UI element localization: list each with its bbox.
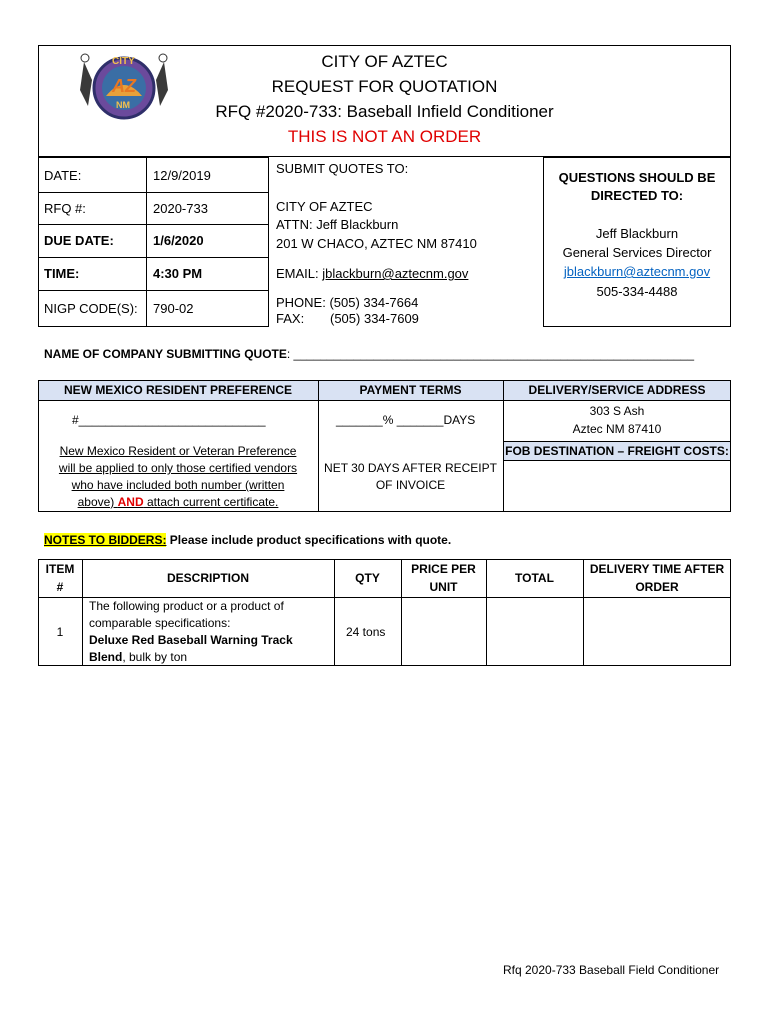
row-desc-3: Deluxe Red Baseball Warning Track xyxy=(89,633,293,647)
fob-label: FOB DESTINATION – FREIGHT COSTS: xyxy=(505,444,729,458)
submit-fax-label: FAX: xyxy=(276,311,305,326)
row-delivery-cell[interactable] xyxy=(584,598,730,665)
col-item-head-1: ITEM xyxy=(45,562,75,576)
pref-line3: who have included both number (written xyxy=(71,478,285,492)
payment-days-blank[interactable]: _______% _______DAYS xyxy=(336,413,476,427)
time-label: TIME: xyxy=(44,266,80,281)
company-label: NAME OF COMPANY SUBMITTING QUOTE xyxy=(44,347,287,361)
row-desc-2: comparable specifications: xyxy=(89,616,231,630)
logo-mid-text: AZ xyxy=(112,76,136,96)
net-terms-2: OF INVOICE xyxy=(375,478,446,492)
rfq-value: 2020-733 xyxy=(153,201,208,216)
due-date-label: DUE DATE: xyxy=(44,233,114,248)
date-label: DATE: xyxy=(44,168,82,183)
resident-number-blank[interactable]: #____________________________ xyxy=(72,413,266,427)
delivery-addr2: Aztec NM 87410 xyxy=(572,422,662,436)
submit-email-label: EMAIL: xyxy=(276,266,323,281)
header-title: REQUEST FOR QUOTATION xyxy=(271,77,498,96)
row-price-cell[interactable] xyxy=(402,598,485,665)
nigp-value: 790-02 xyxy=(153,301,194,316)
terms-col2-head: PAYMENT TERMS xyxy=(359,383,462,397)
pref-line4-b: attach current certificate. xyxy=(143,495,279,509)
questions-title: General Services Director xyxy=(562,245,712,260)
terms-col3-head: DELIVERY/SERVICE ADDRESS xyxy=(528,383,706,397)
col-delivery-head-1: DELIVERY TIME AFTER xyxy=(589,562,725,576)
questions-name: Jeff Blackburn xyxy=(595,226,679,241)
row-total-cell[interactable] xyxy=(487,598,582,665)
col-price-head-2: UNIT xyxy=(429,580,458,594)
delivery-addr1: 303 S Ash xyxy=(589,404,645,418)
submit-email-link[interactable]: jblackburn@aztecnm.gov xyxy=(322,266,469,281)
due-date-value: 1/6/2020 xyxy=(153,233,204,248)
time-value: 4:30 PM xyxy=(153,266,203,281)
row-item-number: 1 xyxy=(56,625,64,639)
notes-text: Please include product specifications with quote. xyxy=(166,533,452,547)
col-desc-head: DESCRIPTION xyxy=(166,571,249,585)
logo-top-text: CITY xyxy=(112,56,135,67)
pref-line2: will be applied to only those certified vendors xyxy=(58,461,298,475)
rfq-label: RFQ #: xyxy=(44,201,86,216)
col-total-head: TOTAL xyxy=(515,571,554,585)
net-terms-1: NET 30 DAYS AFTER RECEIPT xyxy=(324,461,497,475)
header-city: CITY OF AZTEC xyxy=(321,52,448,71)
nigp-label: NIGP CODE(S): xyxy=(44,301,138,316)
row-desc-4 xyxy=(89,650,187,664)
logo-bottom-text: NM xyxy=(116,100,130,110)
row-desc-4-bold: Blend xyxy=(89,650,123,664)
questions-email-link[interactable]: jblackburn@aztecnm.gov xyxy=(563,264,711,279)
pref-line4-a: above) xyxy=(77,495,118,509)
company-line xyxy=(44,347,694,361)
col-qty-head: QTY xyxy=(355,571,380,585)
terms-col1-head: NEW MEXICO RESIDENT PREFERENCE xyxy=(63,383,293,397)
company-blank[interactable]: : ____________________________________________________________ xyxy=(286,347,694,361)
questions-heading2: DIRECTED TO: xyxy=(590,188,684,203)
notes-line xyxy=(44,533,451,547)
row-desc-4-rest: , bulk by ton xyxy=(122,650,188,664)
submit-fax: (505) 334-7609 xyxy=(330,311,419,326)
pref-and: AND xyxy=(117,495,144,509)
submit-heading: SUBMIT QUOTES TO: xyxy=(276,161,409,176)
submit-email-line xyxy=(276,266,468,281)
header-rfq: RFQ #2020-733: Baseball Infield Conditioner xyxy=(215,102,554,121)
notes-label: NOTES TO BIDDERS: xyxy=(44,533,167,547)
submit-addr2: ATTN: Jeff Blackburn xyxy=(276,217,399,232)
col-delivery-head-2: ORDER xyxy=(635,580,679,594)
row-qty: 24 tons xyxy=(346,625,386,639)
submit-addr1: CITY OF AZTEC xyxy=(276,199,373,214)
row-desc-1: The following product or a product of xyxy=(89,599,284,613)
col-price-head-1: PRICE PER xyxy=(411,562,476,576)
header-not-order: THIS IS NOT AN ORDER xyxy=(287,127,482,146)
pref-line1: New Mexico Resident or Veteran Preference xyxy=(59,444,297,458)
submit-addr3: 201 W CHACO, AZTEC NM 87410 xyxy=(276,236,477,251)
submit-phone: PHONE: (505) 334-7664 xyxy=(276,295,419,310)
col-item-head-2: # xyxy=(56,580,64,594)
page-footer: Rfq 2020-733 Baseball Field Conditioner xyxy=(503,963,720,977)
questions-phone: 505-334-4488 xyxy=(596,284,678,299)
date-value: 12/9/2019 xyxy=(153,168,211,183)
questions-email-wrap xyxy=(543,264,731,279)
pref-line4 xyxy=(38,495,318,509)
questions-heading1: QUESTIONS SHOULD BE xyxy=(558,170,716,185)
